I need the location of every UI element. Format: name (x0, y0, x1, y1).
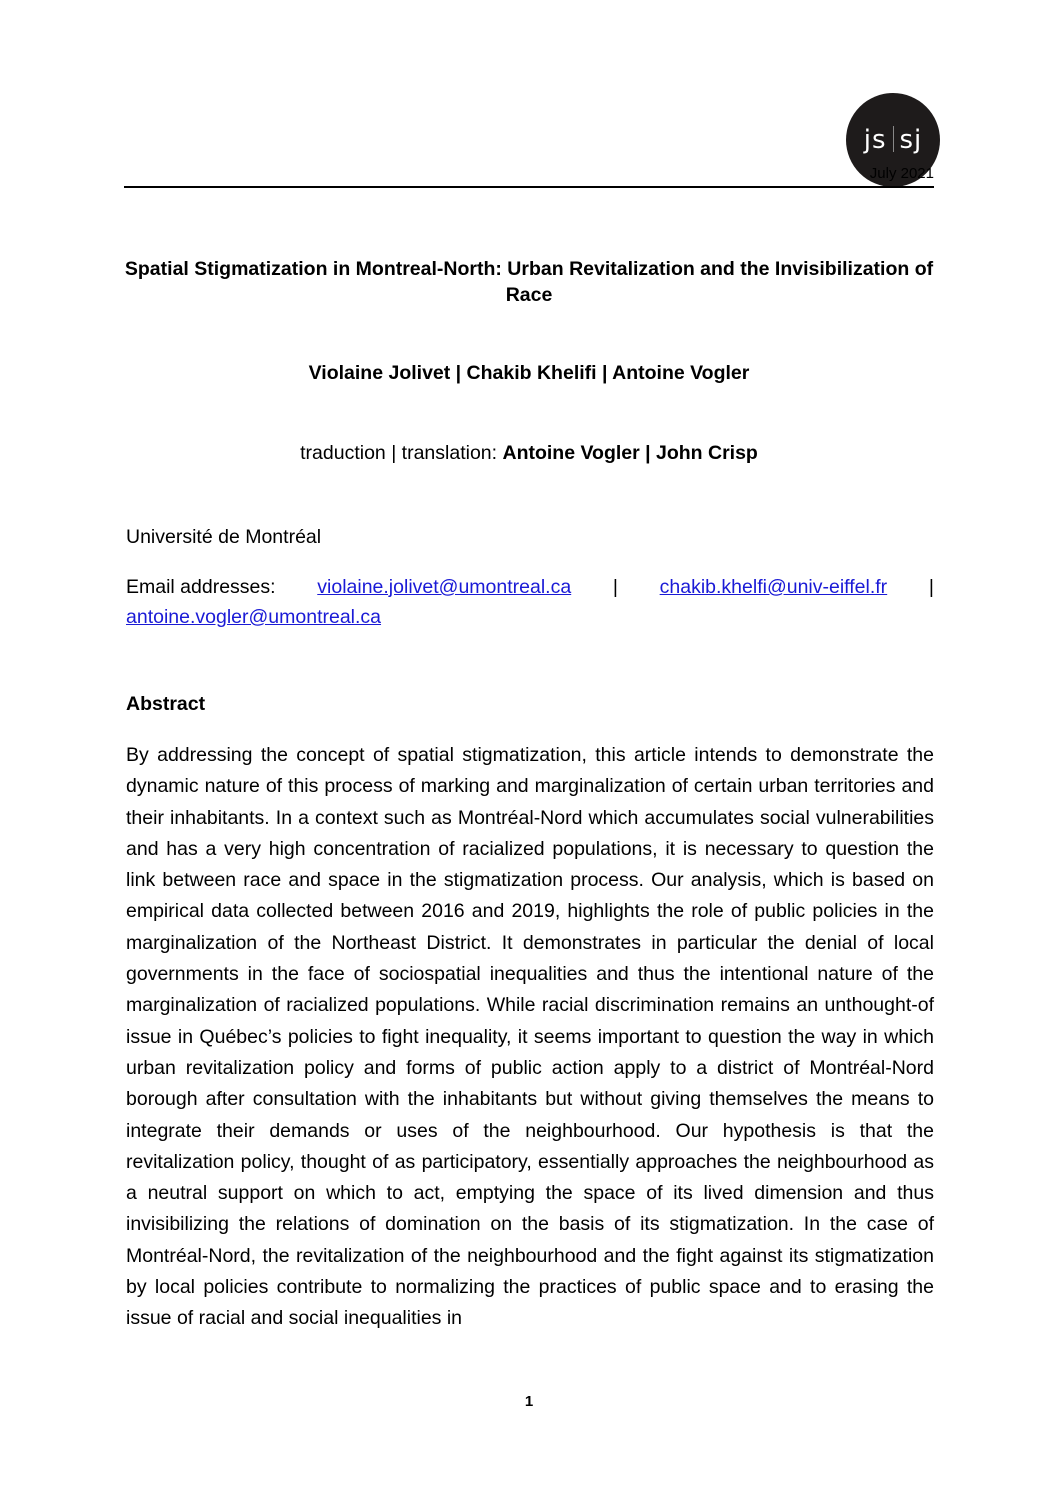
abstract-text: By addressing the concept of spatial stigmatization, this article intends to demonstrate the dynamic nature of this process of marking and marginalization of certain urban territories and their inhabitants. In a context such as Montréal-Nord which accumulates social vulnerabilities and has a very high concentration of racialized populations, it is necessary to question the link between race and space in the stigmatization process. Our analysis, which is based on empirical data collected between 2016 and 2019, highlights the role of public policies in the marginalization of the Northeast District. It demonstrates in particular the denial of local governments in the face of sociospatial inequalities and thus the intentional nature of the marginalization of racialized populations. While racial discrimination remains an unthought-of issue in Québec’s policies to fight inequality, it seems important to question the way in which urban revitalization policy and forms of public action apply to a district of Montréal-Nord borough after consultation with the inhabitants but without giving themselves the means to integrate their demands or uses of the neighbourhood. Our hypothesis is that the revitalization policy, thought of as participatory, essentially approaches the neighbourhood as a neutral support on which to act, emptying the space of its lived dimension and thus invisibilizing the relations of domination on the basis of its stigmatization. In the case of Montréal-Nord, the revitalization of the neighbourhood and the fight against its stigmatization by local policies contribute to normalizing the practices of public space and to erasing the issue of racial and social inequalities in (126, 744, 934, 1330)
email-addresses (126, 572, 934, 632)
abstract-heading: Abstract (126, 693, 206, 715)
email-link-khelifi[interactable]: chakib.khelfi@univ-eiffel.fr (659, 576, 888, 598)
authors: Violaine Jolivet | Chakib Khelifi | Antoine Vogler (308, 362, 750, 384)
translation-credit (124, 442, 934, 465)
publication-date: July 2021 (869, 165, 934, 182)
article-title: Spatial Stigmatization in Montreal-North: Urban Revitalization and the Invisibilization of Race (124, 258, 934, 306)
translators: Antoine Vogler | John Crisp (502, 442, 758, 464)
affiliation: Université de Montréal (126, 526, 322, 548)
email-link-jolivet[interactable]: violaine.jolivet@umontreal.ca (317, 576, 572, 598)
email-separator: | (612, 576, 618, 598)
email-separator: | (928, 576, 934, 598)
header-divider (124, 186, 934, 188)
email-label: Email addresses: (126, 576, 276, 598)
email-link-vogler[interactable]: antoine.vogler@umontreal.ca (126, 606, 382, 628)
translation-label: traduction | translation: (300, 442, 503, 464)
logo-text: js sj (863, 125, 923, 155)
page-number: 1 (524, 1393, 534, 1410)
